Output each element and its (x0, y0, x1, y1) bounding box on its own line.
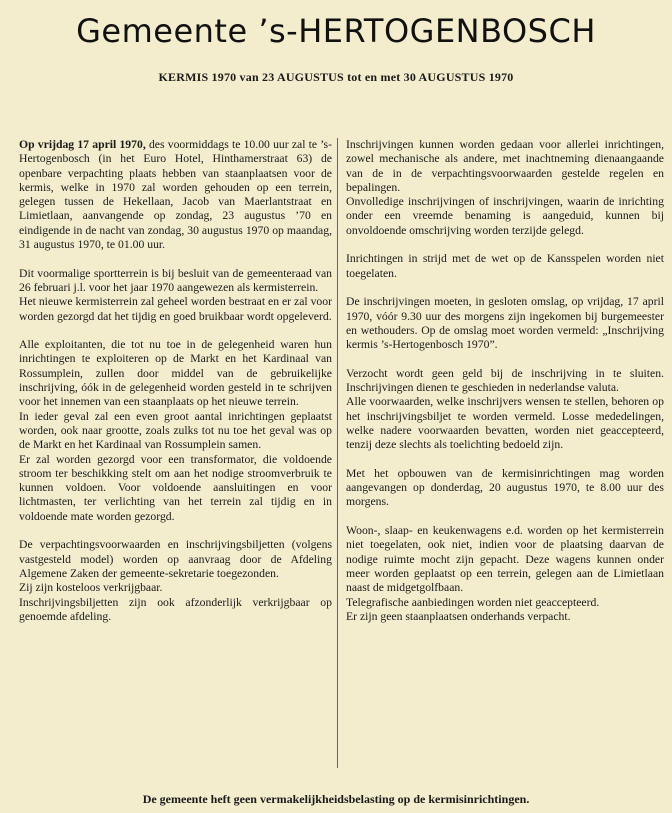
paragraph-setup-date: Met het opbouwen van de kermisinrichtingen mag worden aangevangen op donderdag, 20 augustus 1970, te 8.00 uur des morgens. (346, 466, 664, 509)
paragraph-exploitants: Alle exploitanten, die tot nu toe in de gelegenheid waren hun inrichtingen te exploiteren op de Markt en het Kardinaal van Rossumplein, zullen door middel van de gebruikelijke inschrijving, óók in de gelegenheid worden gesteld in te schrijven voor het innemen van een staanplaats op het nieuwe terrein. (19, 338, 332, 409)
paragraph-free-of-charge: Zij zijn kosteloos verkrijgbaar. (19, 581, 163, 595)
paragraph-terrain-designation: Dit voormalige sportterrein is bij besluit van de gemeenteraad van 26 februari j.l. voor het jaar 1970 aangewezen als kermisterrein. (19, 266, 332, 294)
notice-subtitle: KERMIS 1970 van 23 AUGUSTUS tot en met 30 AUGUSTUS 1970 (158, 70, 514, 84)
paragraph-telegraph-offers: Telegrafische aanbiedingen worden niet geaccepteerd. (346, 595, 600, 609)
paragraph-sealed-envelope: De inschrijvingen moeten, in gesloten omslag, op vrijdag, 17 april 1970, vóór 9.30 uur des morgens zijn ingekomen bij burgemeester en wethouders. Op de omslag moet worden vermeld: „Inschrijving kermis ’s-Hertogenbosch 1970”. (346, 295, 664, 352)
paragraph-caravans: Woon-, slaap- en keukenwagens e.d. worden op het kermisterrein niet toegelaten, ook niet, indien voor de plaatsing daarvan de nodige ruimte mocht zijn gepacht. Deze wagens kunnen onder meer worden geplaatst op een terrein, gelegen aan de Limietlaan naast de midgetgolfbaan. (346, 524, 664, 595)
column-divider (337, 138, 338, 768)
paragraph-registrations: Inschrijvingen kunnen worden gedaan voor allerlei inrichtingen, zowel mechanische als andere, met inachtneming dienaangaande van de in de verpachtingsvoorwaarden gestelde regelen en bepalingen. (346, 138, 664, 194)
paragraph-no-private-pitches: Er zijn geen staanplaatsen onderhands verpacht. (346, 609, 571, 623)
paragraph-auction-body: des voormiddags te 10.00 uur zal te ’s-Hertogenbosch (in het Euro Hotel, Hinthamerstraat 63) de openbare verpachting plaats hebben van staanplaatsen voor de kermis, welke in 1970 zal worden gehouden op een terrein, gelegen tussen de Hekellaan, Jacob van Maerlantstraat en Limietlaan, aanvangende op zondag, 23 augustus ’70 en eindigende in de nacht van zondag, 30 augustus 1970 op maandag, 31 augustus 1970, te 01.00 uur. (19, 138, 332, 252)
paragraph-no-money: Verzocht wordt geen geld bij de inschrijving in te sluiten. Inschrijvingen dienen te geschieden in nederlandse valuta. (346, 366, 664, 395)
paragraph-number-of-rides: In ieder geval zal een even groot aantal inrichtingen geplaatst worden, ook naar grootte, zoals zulks tot nu toe het geval was op de Markt en het Kardinaal van Rossumplein samen. (19, 409, 332, 452)
notice-title: Gemeente ’s-HERTOGENBOSCH (76, 12, 596, 50)
footer-note: De gemeente heft geen vermakelijkheidsbelasting op de kermisinrichtingen. (142, 792, 530, 806)
paragraph-conditions-on-form: Alle voorwaarden, welke inschrijvers wensen te stellen, behoren op het inschrijvingsbiljet te worden vermeld. Losse mededelingen, welke nadere voorwaarden bevatten, worden niet geaccepteerd, tenzij deze slechts als toelichting bedoeld zijn. (346, 395, 664, 452)
right-column (346, 138, 664, 624)
paragraph-transformer: Er zal worden gezorgd voor een transformator, die voldoende stroom ter beschikking stelt om aan het nodige stroomverbruik te kunnen voldoen. Voor voldoende aansluitingen en voor lichtmasten, ter verlichting van het terrein zal tijdig en in voldoende mate worden gezorgd. (19, 452, 332, 523)
paragraph-auction (19, 138, 332, 252)
left-column (19, 138, 332, 624)
paragraph-forms-available: Inschrijvingsbiljetten zijn ook afzonderlijk verkrijgbaar op genoemde afdeling. (19, 595, 332, 623)
paragraph-terrain-paving: Het nieuwe kermisterrein zal geheel worden bestraat en er zal voor worden gezorgd dat het tijdig en goed bruikbaar wordt opgeleverd. (19, 295, 332, 323)
paragraph-gambling-law: Inrichtingen in strijd met de wet op de Kansspelen worden niet toegelaten. (346, 252, 664, 280)
paragraph-incomplete-registrations: Onvolledige inschrijvingen of inschrijvingen, waarin de inrichting onder een vreemde benaming is aangeduid, kunnen bij onvoldoende omschrijving worden terzijde gelegd. (346, 195, 664, 237)
paragraph-lead-date: Op vrijdag 17 april 1970, (19, 138, 146, 151)
paragraph-conditions: De verpachtingsvoorwaarden en inschrijvingsbiljetten (volgens vastgesteld model) worden op aanvraag door de Afdeling Algemene Zaken der gemeente-sekretarie toegezonden. (19, 538, 332, 580)
